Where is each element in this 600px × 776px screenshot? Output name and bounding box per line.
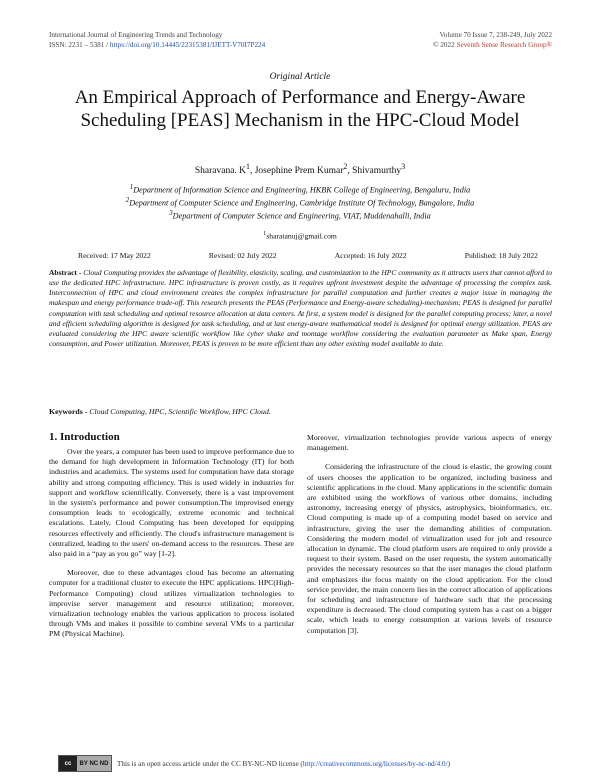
author-3: , Shivamurthy	[347, 166, 402, 177]
date-accepted: Accepted: 16 July 2022	[334, 251, 407, 260]
right-column	[307, 433, 552, 636]
intro-paragraph-4: Considering the infrastructure of the cloud is elastic, the growing count of users chooses the application to be organized, including business and scientific applications in the cloud. Many applications in the scientific domain are exhibited using the workflows of various other domains, including astronomy, increasing energy of physics, astrophysics, bioinformatics, etc. Cloud computing is made up of a computing model based on service and infrastructure, giving the user the demanding abilities of computation. Considering the modern model of virtualization used for job and resource allocation in dynamic. The cloud platform users are required to only provide a request to their system. Based on the user requests, the system automatically provides the necessary resources so that the user manages the cloud platform and emphasizes the focus mainly on the cloud application. For the cloud service provider, the main concern lies in the correct allocation of applications for scheduling and infrastructure of hardware such that the processing expenditure is decreased. The cloud computing system has a cast on a bigger scale, which leads to energy consumption at various levels of resource computation [3].	[307, 462, 552, 635]
publication-dates	[78, 251, 538, 260]
license-link[interactable]: http://creativecommons.org/licenses/by-nc-nd/4.0/	[302, 759, 448, 768]
publisher-name: Seventh Sense Research Group®	[456, 41, 552, 49]
affiliation-1: $^1$Department of Information Science and Engineering, HKBK College of Engineering, Bengaluru, India	[129, 184, 471, 195]
date-received: Received: 17 May 2022	[78, 251, 151, 260]
corresponding-email: $^1$sharatanuj@gmail.com	[263, 230, 337, 241]
journal-name: International Journal of Engineering Trends and Technology	[49, 31, 223, 39]
intro-paragraph-3: Moreover, virtualization technologies provide various aspects of energy management.	[307, 433, 552, 453]
section-heading-introduction: 1. Introduction	[49, 431, 120, 443]
abstract	[49, 268, 552, 349]
issn-line: ISSN: 2231 – 5381 / https://doi.org/10.14445/22315381/IJETT-V70I7P224	[49, 41, 266, 49]
left-column	[49, 431, 294, 640]
author-list: Sharavana. $K^1$, Josephine Prem Kumar$^2$, Shivamurthy$^3$	[194, 162, 406, 177]
keywords-text: Cloud Computing, HPC, Scientific Workflow, HPC Cloud.	[87, 407, 271, 416]
affiliation-2: $^2$Department of Computer Science and Engineering, Cambridge Institute Of Technology, Bangalore, India	[125, 197, 475, 208]
intro-paragraph-1: Over the years, a computer has been used to improve performance due to the demand for high development in Information Technology (IT) for both industries and academics. The systems used for computation have data storage ability and strong computing efficiency. This is used widely in industries for support and workflow scientifically. Conversely, there is a vast improvement in the system's performance and power consumption.The improvised energy consumption leads to ecologically, extreme economic and technical escalations. Lately, Cloud Computing has been developed for equipping resources effectively and efficiently. The cloud's infrastructure management is centralized, leading to the users' on-demand access to the resources. These are also paid in a “pay as you go” way [1-2].	[49, 447, 294, 559]
running-header-right	[433, 30, 552, 50]
abstract-text: Cloud Computing provides the advantage of flexibility, elasticity, scaling, and customization to the HPC community as it attracts users that cannot afford to use the dedicated HPC infrastructure. HPC infrastructure is proven costly, as it requires upfront investment despite the advantage of processing the complex task. Interconnection of HPC and cloud environment creates the complex infrastructure for parallel computation and further creates a major issue in managing the makespan and energy performance trade-off. This research presents the PEAS (Performance and Energy-aware scheduling)-mechanism; PEAS is designed for parallel computation with task scheduling and optimal resource allocation at data centers. At first, a system model is designed for the parallel computing process; later, a novel and efficient scheduling algorithm is designed for task scheduling, and at last energy-aware mathematical model is designed for optimal energy utilization. PEAS are evaluated considering the HPC aware scientific workflow like cyber shake and montage workflow considering the evaluation parameter as Make span, Energy consumption, and Power utilization. Moreover, PEAS is proven to be more efficient than any other existing model available to date.	[49, 268, 552, 349]
abstract-label: Abstract -	[49, 268, 82, 277]
keywords-label: Keywords -	[49, 407, 88, 416]
author-1: Sharavana. K	[194, 166, 247, 177]
affiliations	[0, 183, 600, 223]
volume-info: Volume 70 Issue 7, 238-249, July 2022	[439, 31, 552, 39]
keywords	[49, 407, 552, 416]
paper-title: An Empirical Approach of Performance and Energy-Aware Scheduling [PEAS] Mechanism in the HPC-Cloud Model	[74, 87, 526, 131]
copyright-line: © 2022 Seventh Sense Research Group®	[433, 41, 552, 49]
cc-license-icon: cc BY NC ND	[58, 755, 112, 772]
license-text: This is an open access article under the CC BY-NC-ND license (http://creativecommons.org/licenses/by-nc-nd/4.0/)	[117, 759, 451, 768]
affiliation-3: $^3$Department of Computer Science and Engineering, VIAT, Muddenahalli, India	[169, 210, 431, 222]
doi-link[interactable]: https://doi.org/10.14445/22315381/IJETT-V70I7P224	[109, 41, 266, 49]
article-type: Original Article	[269, 72, 331, 82]
date-published: Published: 18 July 2022	[464, 251, 538, 260]
author-2: , Josephine Prem Kumar	[249, 166, 344, 177]
running-header-left	[49, 30, 265, 50]
intro-paragraph-2: Moreover, due to these advantages cloud has become an alternating computer for a traditional cluster to execute the HPC applications. HPC(High-Performance Computing) cloud utilizes virtualization technologies to improvise server management and resource utilization; moreover, virtualization technology enables the various application to process isolated through VMs and makes it possible to combine several VMs to a particular PM (Physical Machine).	[49, 568, 294, 639]
date-revised: Revised: 02 July 2022	[208, 251, 277, 260]
license-footer	[58, 755, 450, 772]
